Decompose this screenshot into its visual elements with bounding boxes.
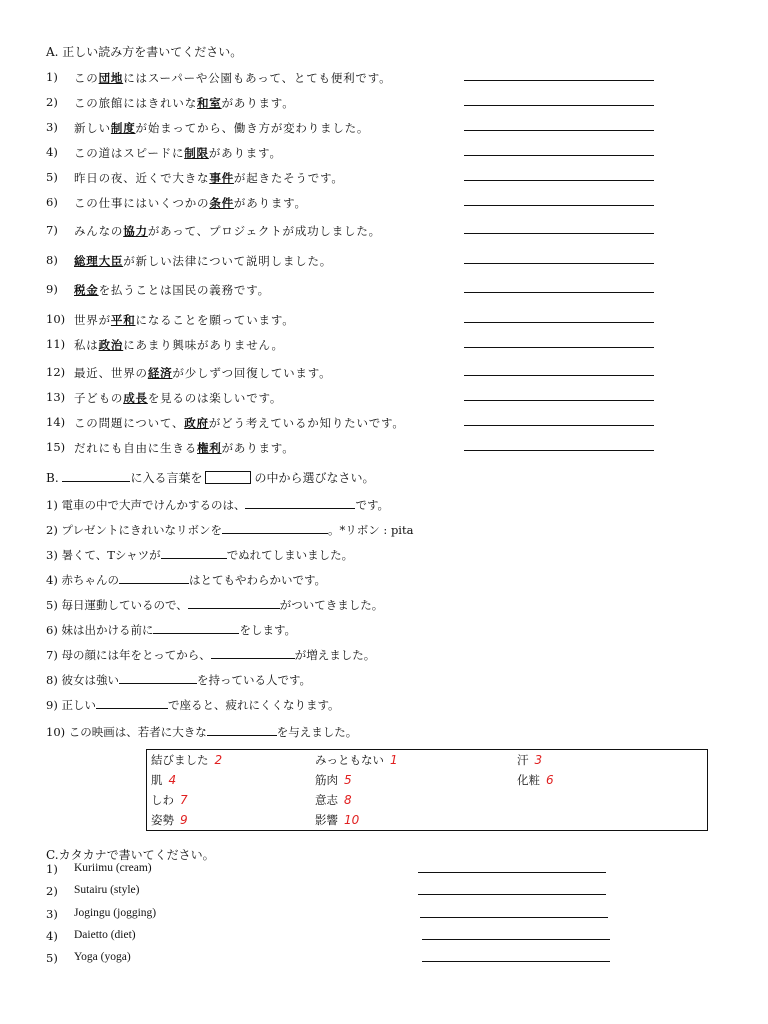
word-label: 結びました	[151, 753, 209, 767]
fill-in-row	[46, 697, 666, 713]
reading-row	[46, 386, 666, 408]
fill-in-row	[46, 597, 666, 613]
word-bank-item	[517, 752, 542, 768]
word-bank-item	[151, 772, 176, 788]
answer-line[interactable]	[464, 400, 654, 401]
item-number: 1)	[46, 498, 58, 512]
sentence-post: です。	[355, 498, 390, 512]
answer-line[interactable]	[464, 130, 654, 131]
fill-in-row	[46, 497, 666, 513]
sentence-post: が始まってから、働き方が変わりました。	[135, 121, 370, 135]
sentence	[74, 253, 332, 269]
handwritten-number: 1	[390, 753, 398, 767]
answer-blank[interactable]	[161, 548, 227, 559]
target-word: 税金	[74, 283, 99, 297]
item-number: 3)	[46, 120, 58, 134]
word-bank-item	[151, 812, 188, 828]
word-label: 肌	[151, 773, 163, 787]
sentence-post: にはスーパーや公園もあって、とても便利です。	[123, 71, 392, 85]
item-number: 6)	[46, 195, 58, 209]
word-label: 意志	[315, 793, 338, 807]
handwritten-number: 8	[344, 793, 352, 807]
fill-in-row	[46, 622, 666, 638]
answer-line[interactable]	[464, 205, 654, 206]
reading-row	[46, 141, 666, 163]
romaji-word: Sutairu (style)	[74, 884, 140, 896]
answer-line[interactable]	[422, 961, 610, 962]
sentence-post: 。*リボン : pita	[328, 523, 414, 537]
answer-line[interactable]	[422, 939, 610, 940]
reading-row	[46, 116, 666, 138]
romaji-word: Jogingu (jogging)	[74, 907, 157, 919]
reading-row	[46, 249, 666, 271]
item-number: 7)	[46, 648, 58, 662]
target-word: 成長	[123, 391, 148, 405]
answer-line[interactable]	[418, 894, 606, 895]
answer-blank[interactable]	[188, 598, 280, 609]
sentence-pre: 昨日の夜、近くで大きな	[74, 171, 210, 185]
fill-in-row	[46, 547, 666, 563]
item-number: 8)	[46, 673, 58, 687]
item-number: 3)	[46, 548, 58, 562]
sentence-post: が増えました。	[294, 648, 376, 662]
sentence	[74, 440, 295, 456]
sentence-post: を払うことは国民の義務です。	[98, 283, 270, 297]
handwritten-number: 10	[344, 813, 360, 827]
word-bank-item	[315, 792, 352, 808]
target-word: 総理大臣	[74, 254, 124, 268]
answer-line[interactable]	[464, 180, 654, 181]
sentence-post: にあまり興味がありません。	[123, 338, 284, 352]
target-word: 政治	[98, 338, 124, 352]
sentence	[74, 120, 369, 136]
handwritten-number: 2	[214, 753, 223, 767]
section-b-title-box	[205, 471, 251, 484]
fill-in-row	[46, 724, 666, 740]
sentence-post: があります。	[208, 146, 282, 160]
answer-blank[interactable]	[96, 698, 168, 709]
sentence-pre: 正しい	[61, 698, 96, 712]
answer-blank[interactable]	[245, 498, 355, 509]
sentence	[74, 223, 381, 239]
answer-line[interactable]	[464, 425, 654, 426]
handwritten-number: 9	[180, 813, 188, 827]
handwritten-number: 7	[180, 793, 188, 807]
item-number: 5)	[46, 951, 58, 965]
sentence-pre: この旅館にはきれいな	[74, 96, 197, 110]
item-number: 9)	[46, 282, 58, 296]
sentence-pre: 子どもの	[74, 391, 124, 405]
romaji-word: Yoga (yoga)	[74, 951, 131, 963]
sentence-post: をします。	[239, 623, 297, 637]
sentence	[74, 415, 405, 431]
reading-row	[46, 191, 666, 213]
sentence-post: がついてきました。	[279, 598, 384, 612]
sentence-post: が新しい法律について説明しました。	[123, 254, 333, 268]
romaji-word: Kuriimu (cream)	[74, 862, 152, 874]
answer-blank[interactable]	[119, 573, 189, 584]
item-number: 14)	[46, 415, 66, 429]
target-word: 事件	[209, 171, 234, 185]
item-number: 5)	[46, 598, 58, 612]
word-label: 汗	[517, 753, 529, 767]
target-word: 制度	[110, 121, 136, 135]
sentence-post: が少しずつ回復しています。	[172, 366, 332, 380]
section-a-title: A. 正しい読み方を書いてください。	[46, 45, 243, 59]
answer-blank[interactable]	[153, 623, 239, 634]
sentence-post: があります。	[221, 441, 295, 455]
answer-line[interactable]	[464, 375, 654, 376]
sentence-post: はとてもやわらかいです。	[188, 573, 327, 587]
handwritten-number: 6	[546, 773, 554, 787]
word-bank-item	[315, 812, 359, 828]
item-number: 1)	[46, 862, 58, 876]
sentence-pre: 彼女は強い	[61, 673, 119, 687]
answer-blank[interactable]	[207, 725, 277, 736]
reading-row	[46, 219, 666, 241]
sentence	[74, 95, 295, 111]
item-number: 3)	[46, 907, 58, 921]
word-label: 姿勢	[151, 813, 174, 827]
answer-line[interactable]	[464, 263, 654, 264]
answer-blank[interactable]	[119, 673, 197, 684]
sentence-post: を与えました。	[276, 725, 358, 739]
word-bank-item	[517, 772, 554, 788]
sentence-pre: 暑くて、Tシャツが	[61, 548, 161, 562]
answer-line[interactable]	[464, 233, 654, 234]
answer-line[interactable]	[464, 450, 654, 451]
sentence-post: で座ると、疲れにくくなります。	[167, 698, 340, 712]
target-word: 経済	[147, 366, 173, 380]
sentence-pre: この道はスピードに	[74, 146, 185, 160]
reading-row	[46, 91, 666, 113]
reading-row	[46, 436, 666, 458]
section-c-title: C.カタカナで書いてください。	[46, 848, 215, 862]
fill-in-row	[46, 672, 666, 688]
sentence	[74, 312, 295, 328]
sentence-pre: 妹は出かける前に	[61, 623, 154, 637]
item-number: 5)	[46, 170, 58, 184]
item-number: 8)	[46, 253, 58, 267]
sentence-pre: 毎日運動しているので、	[61, 598, 188, 612]
word-label: しわ	[151, 793, 174, 807]
answer-line[interactable]	[418, 872, 606, 873]
item-number: 10)	[46, 312, 66, 326]
item-number: 15)	[46, 440, 66, 454]
item-number: 13)	[46, 390, 66, 404]
target-word: 和室	[197, 96, 222, 110]
sentence-pre: この仕事にはいくつかの	[74, 196, 210, 210]
sentence	[74, 170, 344, 186]
item-number: 4)	[46, 145, 58, 159]
sentence-post: があります。	[221, 96, 295, 110]
sentence	[74, 390, 282, 406]
answer-line[interactable]	[464, 292, 654, 293]
sentence	[74, 145, 282, 161]
sentence-pre: 私は	[74, 338, 99, 352]
answer-line[interactable]	[464, 105, 654, 106]
sentence	[74, 337, 284, 353]
answer-blank[interactable]	[222, 523, 328, 534]
sentence-pre: 新しい	[74, 121, 111, 135]
target-word: 条件	[209, 196, 234, 210]
word-bank-item	[315, 752, 398, 768]
item-number: 9)	[46, 698, 58, 712]
sentence-post: を持っている人です。	[196, 673, 312, 687]
answer-line[interactable]	[420, 917, 608, 918]
fill-in-row	[46, 522, 666, 538]
word-label: 筋肉	[315, 773, 338, 787]
handwritten-number: 4	[168, 773, 177, 787]
target-word: 制限	[184, 146, 209, 160]
word-bank-item	[315, 772, 352, 788]
fill-in-row	[46, 647, 666, 663]
reading-row	[46, 66, 666, 88]
sentence-pre: 母の顔には年をとってから、	[61, 648, 211, 662]
sentence-pre: 赤ちゃんの	[61, 573, 119, 587]
sentence	[74, 365, 331, 381]
answer-line[interactable]	[464, 322, 654, 323]
fill-in-row	[46, 572, 666, 588]
sentence-pre: 世界が	[74, 313, 111, 327]
target-word: 平和	[110, 313, 136, 327]
target-word: 政府	[184, 416, 209, 430]
reading-row	[46, 166, 666, 188]
sentence	[74, 282, 270, 298]
target-word: 団地	[98, 71, 124, 85]
sentence-post: がどう考えているか知りたいです。	[208, 416, 405, 430]
item-number: 1)	[46, 70, 58, 84]
sentence-pre: だれにも自由に生きる	[74, 441, 197, 455]
item-number: 2)	[46, 95, 58, 109]
handwritten-number: 5	[344, 773, 352, 787]
item-number: 7)	[46, 223, 58, 237]
sentence	[74, 70, 391, 86]
romaji-word: Daietto (diet)	[74, 929, 136, 941]
item-number: 4)	[46, 929, 58, 943]
section-b-title: B. に入る言葉を の中から選びなさい。	[46, 471, 375, 485]
item-number: 12)	[46, 365, 66, 379]
item-number: 11)	[46, 337, 66, 351]
sentence-pre: 電車の中で大声でけんかするのは、	[61, 498, 246, 512]
section-b-title-end: の中から選びなさい。	[254, 471, 375, 485]
reading-row	[46, 333, 666, 355]
item-number: 4)	[46, 573, 58, 587]
sentence-post: でぬれてしまいました。	[226, 548, 354, 562]
word-bank-item	[151, 752, 222, 768]
answer-blank[interactable]	[211, 648, 295, 659]
reading-row	[46, 278, 666, 300]
target-word: 協力	[123, 224, 148, 238]
sentence	[74, 195, 307, 211]
item-number: 2)	[46, 884, 58, 898]
item-number: 2)	[46, 523, 58, 537]
section-b-title-blank	[62, 471, 130, 482]
sentence-pre: みんなの	[74, 224, 124, 238]
sentence-pre: この問題について、	[74, 416, 185, 430]
word-label: みっともない	[315, 753, 384, 767]
target-word: 権利	[197, 441, 222, 455]
sentence-pre: 最近、世界の	[74, 366, 148, 380]
sentence-post: があります。	[233, 196, 307, 210]
answer-line[interactable]	[464, 155, 654, 156]
sentence-post: があって、プロジェクトが成功しました。	[147, 224, 381, 238]
answer-line[interactable]	[464, 80, 654, 81]
section-b-title-mid: に入る言葉を	[130, 471, 203, 485]
reading-row	[46, 361, 666, 383]
sentence-post: が起きたそうです。	[233, 171, 344, 185]
reading-row	[46, 308, 666, 330]
sentence-pre: この	[74, 71, 99, 85]
word-bank-item	[151, 792, 188, 808]
word-label: 化粧	[517, 773, 540, 787]
item-number: 6)	[46, 623, 58, 637]
answer-line[interactable]	[464, 347, 654, 348]
sentence-pre: この映画は、若者に大きな	[68, 725, 207, 739]
sentence-post: になることを願っています。	[135, 313, 295, 327]
item-number: 10)	[46, 725, 66, 739]
handwritten-number: 3	[534, 753, 543, 767]
sentence-pre: プレゼントにきれいなリボンを	[61, 523, 223, 537]
word-label: 影響	[315, 813, 338, 827]
sentence-post: を見るのは楽しいです。	[147, 391, 283, 405]
reading-row	[46, 411, 666, 433]
word-bank-box	[146, 749, 708, 831]
